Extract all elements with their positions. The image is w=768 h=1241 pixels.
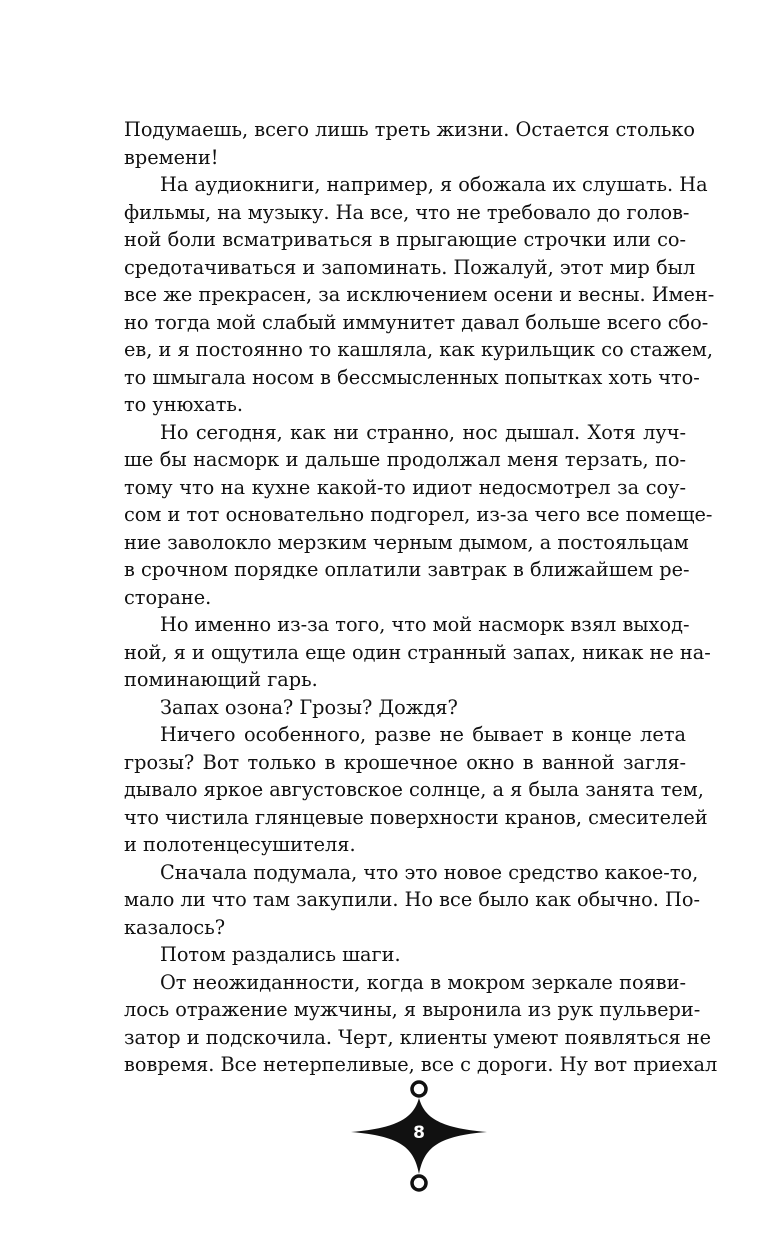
text-line: то унюхать.: [124, 393, 244, 416]
text-line: средотачиваться и запоминать. Пожалуй, этот мир был: [124, 255, 696, 279]
text-line: вовремя. Все нетерпеливые, все с дороги. Ну вот приехал: [124, 1053, 718, 1076]
text-line: сом и тот основательно подгорел, из-за чего все помеще-: [124, 503, 713, 526]
text-line: казалось?: [124, 915, 226, 939]
text-line: фильмы, на музыку. На все, что не требовало до голов-: [124, 200, 690, 224]
text-line: тому что на кухне какой-то идиот недосмотрел за соу-: [124, 475, 686, 499]
text-line: мало ли что там закупили. Но все было как обычно. По-: [124, 888, 700, 911]
text-line: в срочном порядке оплатили завтрак в ближайшем ре-: [124, 558, 690, 581]
text-line: Подумаешь, всего лишь треть жизни. Остается столько: [124, 118, 695, 141]
text-line: Сначала подумала, что это новое средство какое-то,: [160, 860, 699, 884]
text-line: ние заволокло мерзким черным дымом, а постояльцам: [124, 530, 689, 554]
page-number: 8: [413, 1123, 425, 1143]
text-line: и полотенцесушителя.: [124, 833, 356, 856]
text-line: Но сегодня, как ни странно, нос дышал. Хотя луч-: [160, 420, 686, 444]
text-line: но тогда мой слабый иммунитет давал больше всего сбо-: [124, 310, 709, 334]
text-line: поминающий гарь.: [124, 668, 318, 691]
text-line: Но именно из-за того, что мой насморк взял выход-: [160, 613, 690, 636]
text-line: то шмыгала носом в бессмысленных попытках хоть что-: [124, 365, 700, 389]
text-line: затор и подскочила. Черт, клиенты умеют появляться не: [124, 1025, 712, 1049]
text-line: ев, и я постоянно то кашляла, как курильщик со стажем,: [124, 338, 714, 361]
text-line: ной боли всматриваться в прыгающие строчки или со-: [124, 228, 686, 251]
text-line: Запах озона? Грозы? Дождя?: [160, 695, 458, 719]
text-line: На аудиокниги, например, я обожала их слушать. На: [160, 173, 708, 196]
text-line: времени!: [124, 145, 219, 169]
text-line: Потом раздались шаги.: [160, 943, 401, 966]
text-line: Ничего особенного, разве не бывает в конце лета: [160, 723, 686, 746]
page-text: [124, 116, 718, 1079]
text-line: лось отражение мужчины, я выронила из рук пульвери-: [124, 998, 701, 1021]
text-line: что чистила глянцевые поверхности кранов, смесителей: [124, 805, 708, 829]
text-line: все же прекрасен, за исключением осени и весны. Имен-: [124, 283, 715, 306]
text-line: ной, я и ощутила еще один странный запах, никак не на-: [124, 640, 711, 664]
text-line: дывало яркое августовское солнце, а я была занята тем,: [124, 778, 704, 801]
text-line: сторане.: [124, 585, 212, 609]
text-line: ше бы насморк и дальше продолжал меня терзать, по-: [124, 448, 686, 471]
text-line: грозы? Вот только в крошечное окно в ванной загля-: [124, 750, 686, 774]
text-line: От неожиданности, когда в мокром зеркале появи-: [160, 970, 686, 994]
